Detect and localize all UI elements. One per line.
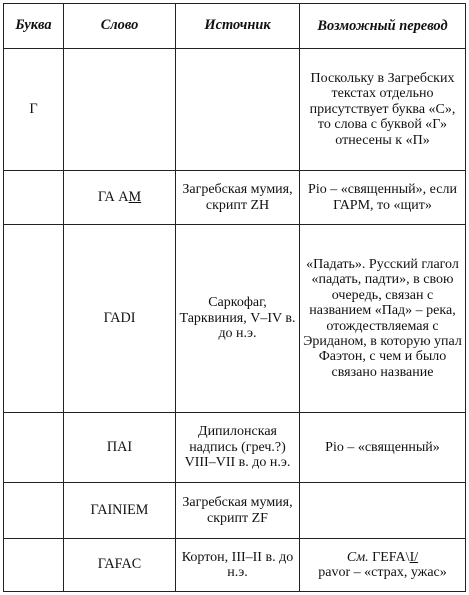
word-text: ГА А <box>97 188 129 205</box>
see-also-word: ГЕFA\ <box>368 549 410 565</box>
table-row <box>4 483 466 539</box>
see-also-translation: pavor – «страх, ужас» <box>318 565 447 580</box>
see-also-word-underlined: I/ <box>409 549 419 565</box>
source-cell <box>176 49 300 171</box>
source-cell: Саркофаг, Тарквиния, V–IV в. до н.э. <box>176 225 300 413</box>
letters-table <box>3 3 466 592</box>
word-cell: ГАINIEM <box>64 483 176 539</box>
table-row <box>4 413 466 483</box>
table-row <box>4 539 466 592</box>
see-also-label: См. <box>346 549 369 565</box>
source-cell: Загребская мумия, скрипт ZF <box>176 483 300 539</box>
source-cell: Загребская мумия, скрипт ZH <box>176 171 300 225</box>
letter-cell <box>4 171 64 225</box>
header-translation: Возможный перевод <box>300 4 466 49</box>
word-underlined-text: М <box>128 188 142 205</box>
source-cell: Кортон, III–II в. до н.э. <box>176 539 300 592</box>
table-row <box>4 49 466 171</box>
header-word: Слово <box>64 4 176 49</box>
word-cell: ПАI <box>64 413 176 483</box>
translation-cell: Pio – «священный» <box>300 413 466 483</box>
header-source: Источник <box>176 4 300 49</box>
translation-cell <box>300 539 466 592</box>
letter-cell <box>4 539 64 592</box>
translation-cell: Поскольку в Загребских текстах отдельно присутствует буква «С», то слова с буквой «Г» отнесены к «П» <box>300 49 466 171</box>
header-letter: Буква <box>4 4 64 49</box>
word-cell <box>64 171 176 225</box>
translation-cell: «Падать». Русский глагол «падать, падти», в свою очередь, связан с названием «Пад» – река, отождествляемая с Эриданом, в которую упал Фаэтон, с чем и было связано название <box>300 225 466 413</box>
word-cell: ГАDI <box>64 225 176 413</box>
table-row <box>4 225 466 413</box>
source-cell: Дипилонская надпись (греч.?) VIII–VII в. до н.э. <box>176 413 300 483</box>
translation-cell: Pio – «священный», если ГАРМ, то «щит» <box>300 171 466 225</box>
letter-cell: Г <box>4 49 64 171</box>
translation-cell <box>300 483 466 539</box>
letter-cell <box>4 225 64 413</box>
letter-cell <box>4 413 64 483</box>
header-row <box>4 4 466 49</box>
word-cell: ГАFAC <box>64 539 176 592</box>
word-cell <box>64 49 176 171</box>
letter-cell <box>4 483 64 539</box>
table-row <box>4 171 466 225</box>
